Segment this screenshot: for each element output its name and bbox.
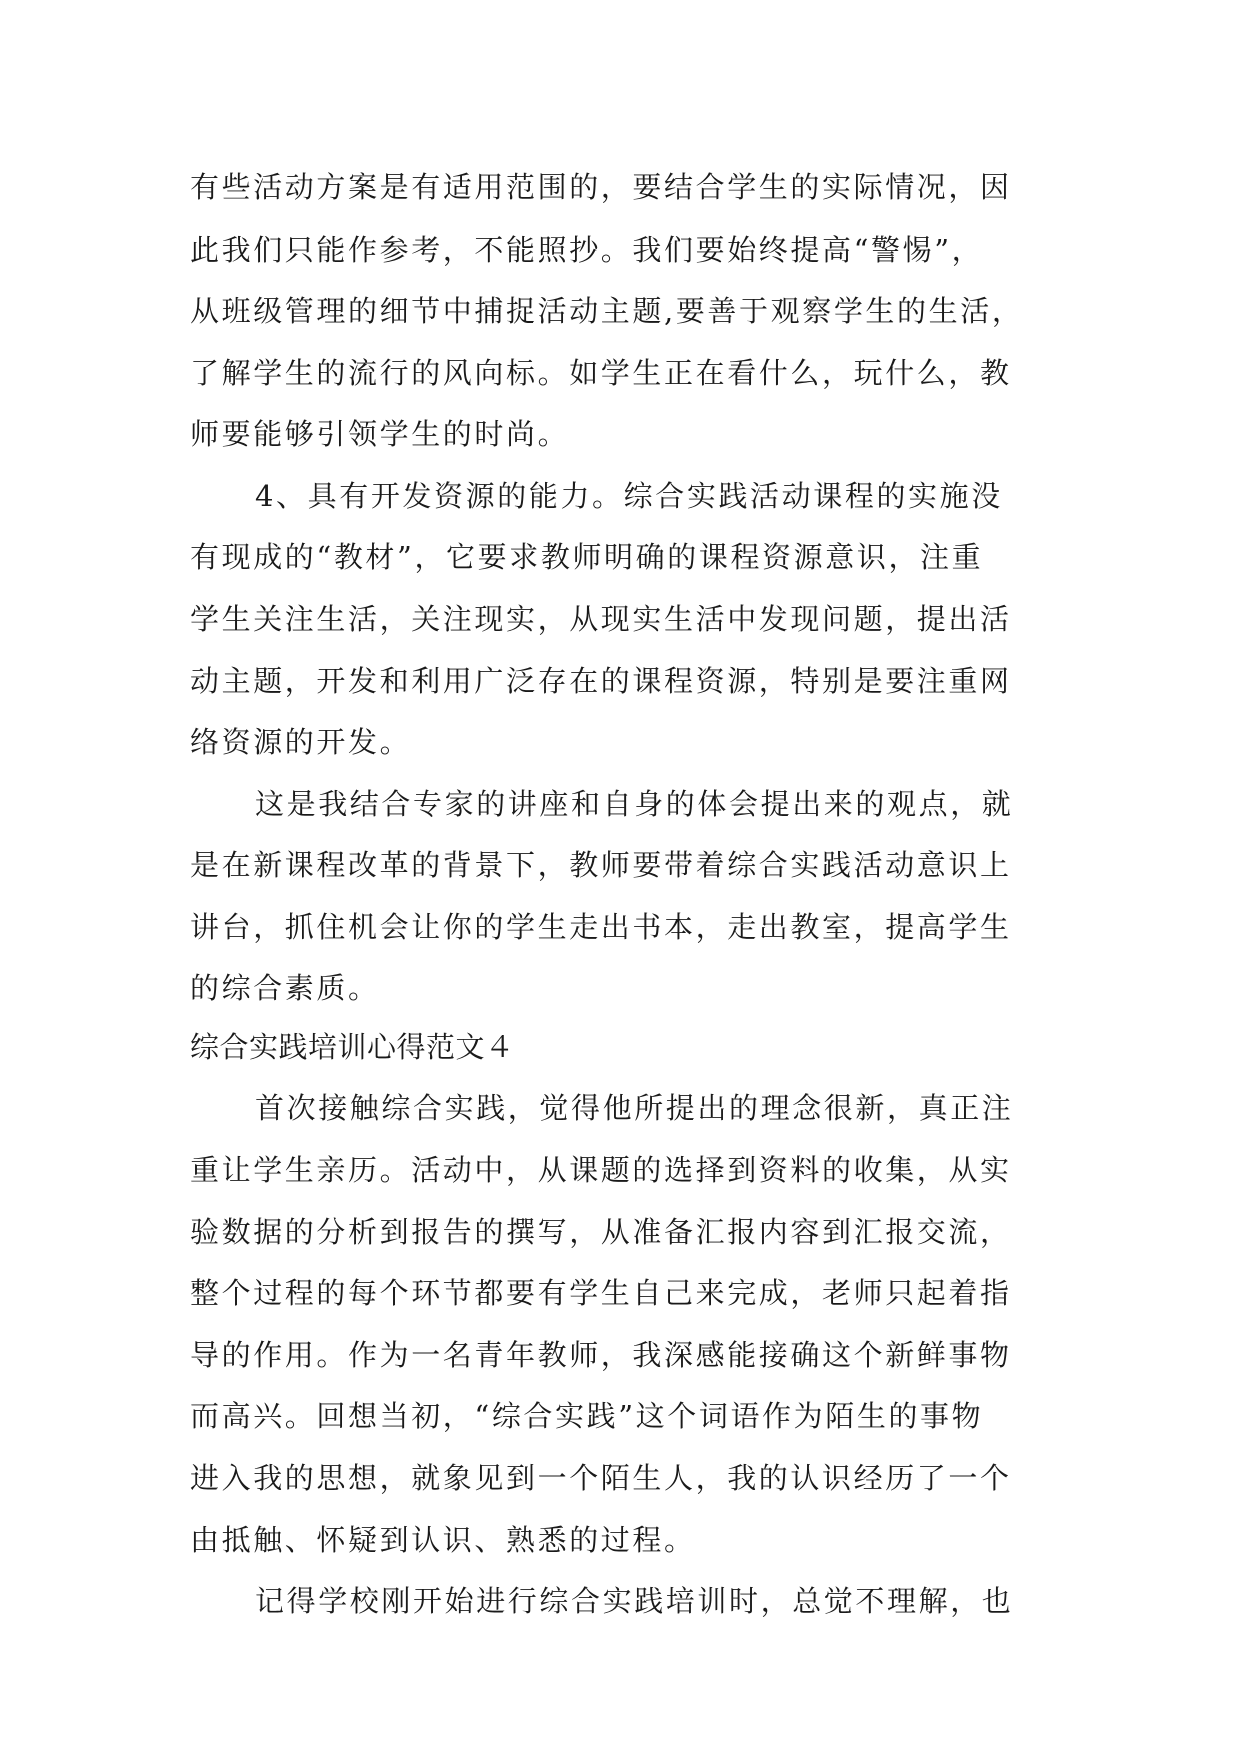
paragraph-4-line-6: 而高兴。回想当初，“综合实践”这个词语作为陌生的事物 — [190, 1399, 984, 1433]
paragraph-3-line-2: 是在新课程改革的背景下，教师要带着综合实践活动意识上 — [190, 848, 1012, 882]
paragraph-4-line-5: 导的作用。作为一名青年教师，我深感能接确这个新鲜事物 — [190, 1338, 1012, 1372]
paragraph-4-line-2: 重让学生亲历。活动中，从课题的选择到资料的收集，从实 — [190, 1153, 1012, 1187]
paragraph-1-line-2: 此我们只能作参考，不能照抄。我们要始终提高“警惕”， — [190, 233, 984, 267]
paragraph-4-line-1: 首次接触综合实践，觉得他所提出的理念很新，真正注 — [255, 1091, 1014, 1125]
paragraph-3-line-1: 这是我结合专家的讲座和自身的体会提出来的观点，就 — [255, 787, 1014, 821]
paragraph-2-line-2: 有现成的“教材”，它要求教师明确的课程资源意识，注重 — [190, 540, 984, 574]
paragraph-5-line-1: 记得学校刚开始进行综合实践培训时，总觉不理解，也 — [255, 1584, 1014, 1618]
paragraph-2-line-3: 学生关注生活，关注现实，从现实生活中发现问题，提出活 — [190, 602, 1012, 636]
paragraph-4-line-7: 进入我的思想，就象见到一个陌生人，我的认识经历了一个 — [190, 1461, 1012, 1495]
paragraph-4-line-8: 由抵触、怀疑到认识、熟悉的过程。 — [190, 1523, 696, 1557]
paragraph-1-line-5: 师要能够引领学生的时尚。 — [190, 417, 570, 451]
paragraph-2-line-1: 4、具有开发资源的能力。综合实践活动课程的实施没 — [255, 479, 1003, 513]
section-heading: 综合实践培训心得范文４ — [190, 1030, 515, 1064]
paragraph-1-line-3: 从班级管理的细节中捕捉活动主题,要善于观察学生的生活， — [190, 294, 1024, 328]
paragraph-3-line-3: 讲台，抓住机会让你的学生走出书本，走出教室，提高学生 — [190, 910, 1012, 944]
paragraph-4-line-3: 验数据的分析到报告的撰写，从准备汇报内容到汇报交流， — [190, 1215, 1012, 1249]
paragraph-1-line-1: 有些活动方案是有适用范围的，要结合学生的实际情况，因 — [190, 170, 1012, 204]
paragraph-4-line-4: 整个过程的每个环节都要有学生自己来完成，老师只起着指 — [190, 1276, 1012, 1310]
paragraph-1-line-4: 了解学生的流行的风向标。如学生正在看什么，玩什么，教 — [190, 356, 1012, 390]
paragraph-2-line-5: 络资源的开发。 — [190, 725, 412, 759]
paragraph-3-line-4: 的综合素质。 — [190, 971, 380, 1005]
paragraph-2-line-4: 动主题，开发和利用广泛存在的课程资源，特别是要注重网 — [190, 664, 1012, 698]
